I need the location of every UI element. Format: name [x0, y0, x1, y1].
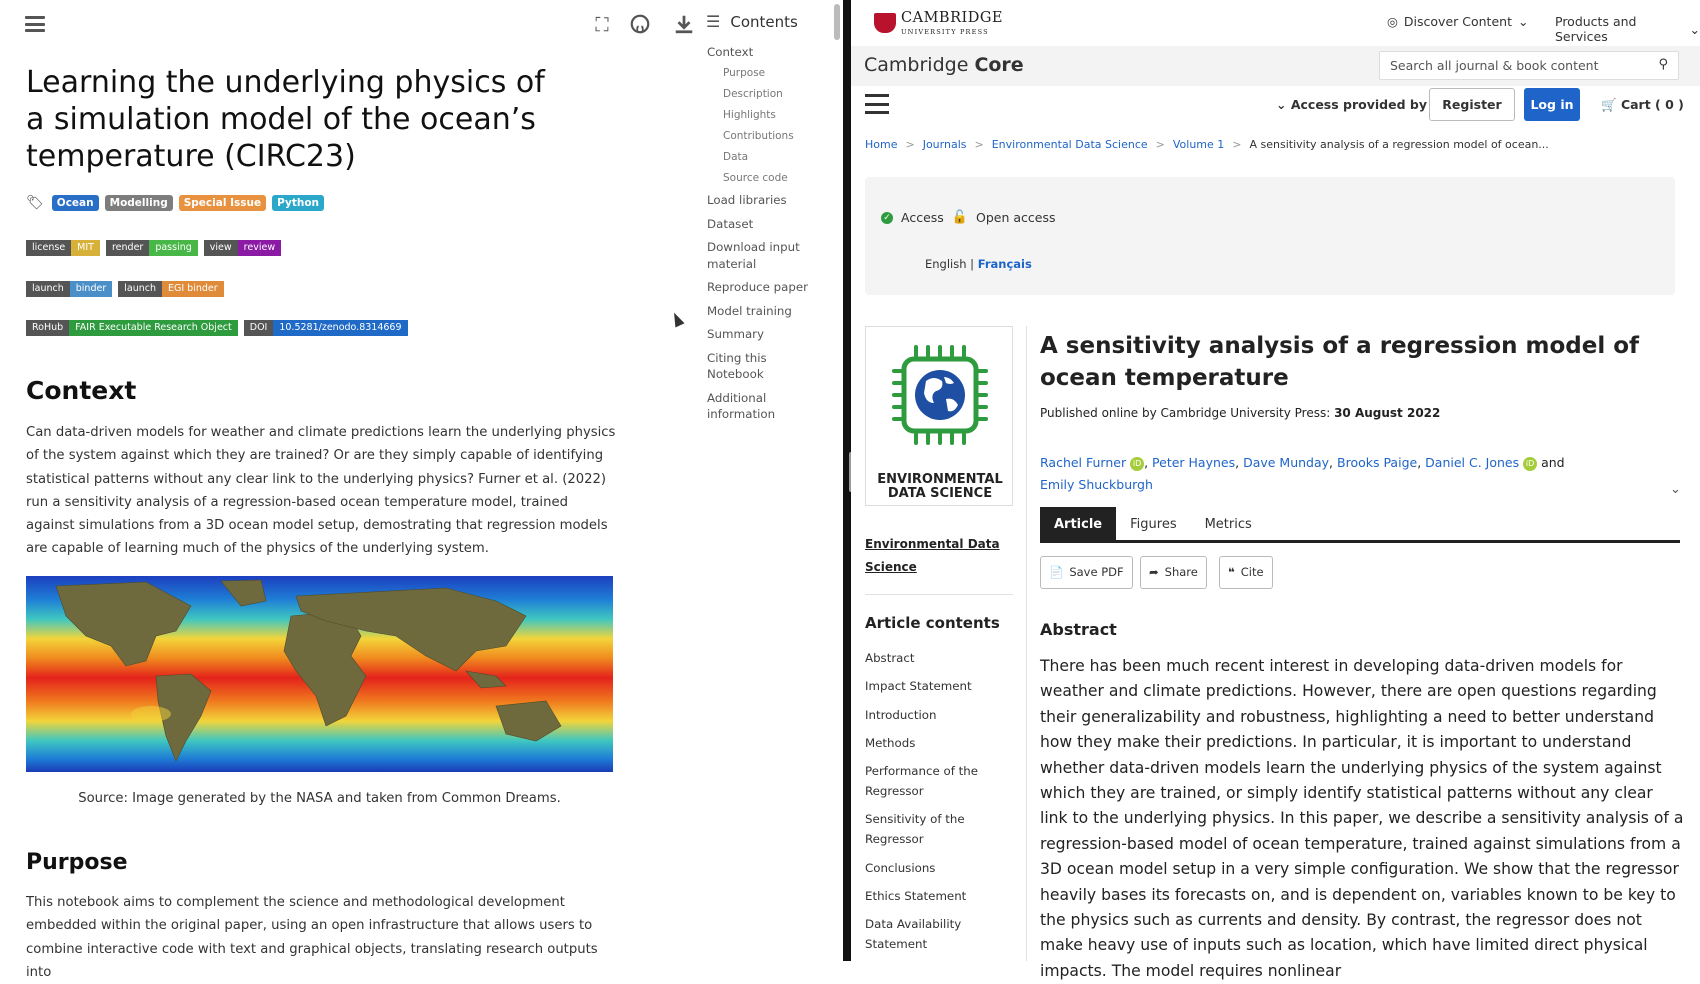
access-provided-toggle[interactable]: ⌄ Access provided by [1276, 97, 1427, 112]
binder-badge[interactable]: launch binder [26, 281, 112, 297]
compass-icon: ◎ [1387, 14, 1398, 29]
tag-icon: 🏷 [26, 195, 44, 211]
author-link[interactable]: Emily Shuckburgh [1040, 477, 1153, 492]
toc-item-dataset[interactable]: Dataset [707, 216, 754, 231]
cart-icon: 🛒 [1601, 97, 1617, 112]
toc-item-contributions[interactable]: Contributions [723, 129, 794, 142]
toc-item-context[interactable]: Context [707, 45, 754, 59]
contents-toggle[interactable] [706, 12, 798, 31]
article-title: A sensitivity analysis of a regression model of ocean temperature [1040, 333, 1640, 391]
search-input[interactable] [1379, 51, 1679, 80]
author-link[interactable]: Brooks Paige [1337, 455, 1418, 470]
tag-list [26, 195, 324, 211]
context-paragraph: Can data-driven models for weather and climate predictions learn the underlying physics of the system against which they are trained? Or are they simply capable of identifying statistical patterns without any clear link to the underlying physics? Furner et al. (2022) run a sensitivity analysis of a regression-based ocean temperature model, trained against simulations from a 3D ocean model setup, demostrating that regression models are capable of learning much of the physics of the underlying system. [26, 425, 616, 557]
author-link[interactable]: Daniel C. Jones [1425, 455, 1520, 470]
and-word: and [1541, 455, 1565, 470]
tab-article[interactable]: Article [1040, 507, 1116, 540]
publication-info: Published online by Cambridge University Press: 30 August 2022 [1040, 406, 1441, 420]
contents-item-performance[interactable]: Performance of the Regressor [865, 764, 978, 799]
breadcrumb-journal[interactable]: Environmental Data Science [991, 138, 1148, 151]
share-icon: ➦ [1149, 565, 1159, 579]
register-button[interactable]: Register [1429, 88, 1515, 121]
globe-chip-icon [892, 343, 988, 447]
login-button[interactable]: Log in [1524, 88, 1580, 121]
render-badge[interactable]: render passing [106, 240, 198, 256]
abstract-heading: Abstract [1040, 620, 1117, 639]
tag-modelling[interactable]: Modelling [105, 195, 173, 211]
toc-item-load-libraries[interactable]: Load libraries [707, 193, 787, 207]
orcid-icon[interactable]: iD [1523, 457, 1537, 471]
license-badge[interactable]: license MIT [26, 240, 100, 256]
toc-item-download-input[interactable]: Download input material [707, 240, 800, 271]
sidebar-rule [865, 594, 1013, 595]
contents-item-abstract[interactable]: Abstract [865, 651, 915, 665]
share-button[interactable]: ➦ Share [1140, 556, 1207, 589]
egi-binder-badge[interactable]: launch EGI binder [118, 281, 223, 297]
access-label: Access [901, 210, 944, 225]
contents-item-introduction[interactable]: Introduction [865, 707, 937, 722]
access-panel [865, 177, 1675, 295]
language-switch: English | Français [925, 257, 1032, 271]
author-link[interactable]: Rachel Furner [1040, 455, 1127, 470]
breadcrumb-journals[interactable]: Journals [922, 138, 967, 151]
breadcrumb-volume[interactable]: Volume 1 [1172, 138, 1225, 151]
toc-item-description[interactable]: Description [723, 87, 783, 100]
save-pdf-button[interactable]: 📄 Save PDF [1040, 556, 1133, 589]
badge-row [26, 281, 224, 297]
github-icon[interactable] [628, 13, 652, 37]
cambridge-shield-icon [874, 13, 896, 33]
menu-icon[interactable] [865, 94, 889, 114]
journal-link[interactable]: Environmental Data Science [865, 537, 1000, 574]
download-icon[interactable] [672, 13, 696, 37]
breadcrumb: Home > Journals > Environmental Data Science > Volume 1 > A sensitivity analysis of a regression model of ocean... [865, 138, 1549, 151]
toc-item-data[interactable]: Data [723, 150, 749, 163]
site-name[interactable]: Cambridge Core [864, 54, 1024, 76]
contents-item-conclusions[interactable]: Conclusions [865, 860, 936, 875]
toc-item-reproduce-paper[interactable]: Reproduce paper [707, 280, 808, 294]
notebook-pane [0, 0, 843, 980]
tag-python[interactable]: Python [272, 195, 324, 211]
publisher-name: CAMBRIDGE [901, 10, 1004, 26]
open-lock-icon: 🔓 [951, 210, 968, 225]
discover-label: Discover Content [1403, 14, 1512, 29]
author-list: Rachel Furner iD , Peter Haynes, Dave Munday, Brooks Paige, Daniel C. Jones iD and Emily Shuckburgh [1040, 455, 1565, 492]
menu-icon[interactable] [23, 13, 47, 35]
chevron-down-icon: ⌄ [1689, 21, 1700, 37]
tab-figures[interactable]: Figures [1130, 517, 1177, 532]
publisher-sub: UNIVERSITY PRESS [901, 28, 989, 36]
badge-row [26, 320, 408, 336]
breadcrumb-home[interactable]: Home [865, 138, 898, 151]
purpose-heading: Purpose [26, 850, 128, 875]
chevron-down-icon: ⌄ [1517, 14, 1529, 29]
toc-item-citing[interactable]: Citing this Notebook [707, 350, 767, 381]
lang-french[interactable]: Français [977, 257, 1032, 271]
abstract-text: There has been much recent interest in developing data-driven models for weather and climate predictions. However, there are open questions regarding their generalizability and robustness, highlighting a need to better understand how they make their predictions. In particular, it is important to understand whether data-driven models learn the underlying physics of the system against which they are trained, or simply identify statistical patterns without any clear link to the underlying physics. In this paper, we describe a sensitivity analysis of a regression-based model of ocean temperature, trained against simulations from a 3D ocean model setup in a very simple configuration. We show that the regressor heavily bases its forecasts on, and is dependent on, variables known to be key to the physics such as currents and density. By contrast, the regressor does not make heavy use of inputs such as location, which have limited direct physical impacts. The model requires nonlinear [1040, 657, 1684, 980]
tag-special-issue[interactable]: Special Issue [179, 195, 266, 211]
toc-item-highlights[interactable]: Highlights [723, 108, 776, 121]
pdf-icon: 📄 [1049, 565, 1064, 579]
article-contents-list [865, 648, 1013, 963]
image-caption: Source: Image generated by the NASA and taken from Common Dreams. [78, 791, 561, 806]
cart-link[interactable]: 🛒 Cart ( 0 ) [1601, 97, 1684, 112]
publisher-logo[interactable] [901, 11, 1003, 39]
doi-badge[interactable]: DOI 10.5281/zenodo.8314669 [244, 320, 408, 336]
check-icon: ✓ [881, 212, 893, 224]
contents-item-methods[interactable]: Methods [865, 735, 916, 750]
breadcrumb-current: A sensitivity analysis of a regression model of ocean... [1249, 138, 1549, 151]
fullscreen-icon[interactable]: ⛶ [595, 14, 609, 36]
journal-cover[interactable] [865, 326, 1013, 506]
table-of-contents [707, 44, 827, 423]
quote-icon: ❝ [1228, 565, 1235, 579]
tag-ocean[interactable]: Ocean [52, 195, 99, 211]
view-badge[interactable]: view review [204, 240, 281, 256]
scrollbar[interactable] [834, 4, 840, 40]
orcid-icon[interactable]: iD [1130, 457, 1144, 471]
search-placeholder: Search all journal & book content [1390, 58, 1599, 73]
access-status [881, 210, 1055, 225]
context-heading: Context [26, 376, 137, 405]
page-title: Learning the underlying physics of a simulation model of the ocean’s temperature (CIRC23) [26, 65, 545, 174]
cite-button[interactable]: ❝ Cite [1219, 556, 1273, 589]
lang-english[interactable]: English [925, 257, 967, 271]
products-menu[interactable] [1555, 14, 1700, 44]
toc-item-model-training[interactable]: Model training [707, 303, 792, 318]
contents-item-impact[interactable]: Impact Statement [865, 679, 972, 694]
author-link[interactable]: Dave Munday [1243, 455, 1330, 470]
tab-metrics[interactable]: Metrics [1204, 517, 1252, 532]
article-contents-heading: Article contents [865, 614, 1000, 632]
discover-menu[interactable] [1387, 14, 1528, 29]
rohub-badge[interactable]: RoHub FAIR Executable Research Object [26, 320, 238, 336]
toc-item-purpose[interactable]: Purpose [723, 66, 766, 79]
article-tabs [1040, 507, 1680, 543]
sea-temperature-map [26, 576, 613, 772]
badge-row [26, 240, 281, 256]
toc-item-summary[interactable]: Summary [707, 327, 765, 341]
contents-label: Contents [730, 12, 798, 31]
products-label: Products and Services [1555, 14, 1637, 44]
contents-item-data-availability[interactable]: Data Availability Statement [865, 917, 962, 952]
open-access-label: Open access [975, 210, 1056, 225]
chevron-down-icon[interactable]: ⌄ [1670, 482, 1681, 497]
contents-item-ethics[interactable]: Ethics Statement [865, 889, 967, 904]
toc-item-source-code[interactable]: Source code [723, 171, 788, 184]
contents-item-sensitivity[interactable]: Sensitivity of the Regressor [865, 812, 965, 847]
search-icon[interactable]: ⚲ [1658, 57, 1668, 72]
author-link[interactable]: Peter Haynes [1152, 455, 1236, 470]
sidebar-divider [1026, 326, 1027, 961]
journal-name: ENVIRONMENTAL DATA SCIENCE [877, 472, 1003, 501]
list-icon: ☰ [706, 12, 721, 31]
purpose-paragraph: This notebook aims to complement the science and methodological development embedded within the original paper, using an open infrastructure that allows users to combine interactive code with text and graphical objects, translating research outputs into [26, 895, 598, 980]
cambridge-core-pane [851, 0, 1700, 980]
mouse-cursor-icon [670, 311, 685, 328]
toc-item-additional-info[interactable]: Additional information [707, 390, 776, 421]
